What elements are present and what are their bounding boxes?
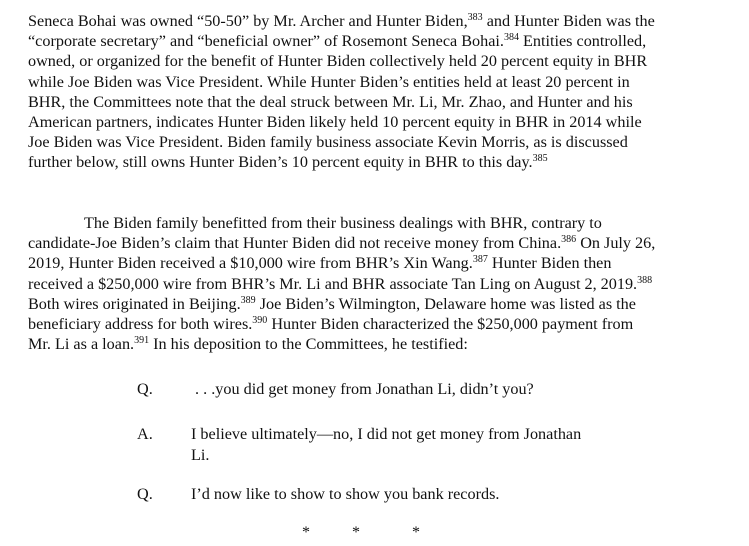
text-run: candidate-Joe Biden’s claim that Hunter Biden did not receive money from China. bbox=[28, 234, 562, 253]
footnote-ref-385[interactable]: 385 bbox=[532, 153, 548, 165]
text-run: “corporate secretary” and “beneficial owner” of Rosemont Seneca Bohai. bbox=[28, 32, 504, 51]
paragraph-line bbox=[28, 92, 744, 112]
footnote-ref-387[interactable]: 387 bbox=[472, 254, 488, 266]
paragraph-line bbox=[28, 334, 744, 354]
text-run: Seneca Bohai was owned “50-50” by Mr. Archer and Hunter Biden, bbox=[28, 12, 468, 30]
text-run: received a $250,000 wire from BHR’s Mr. Li and BHR associate Tan Ling on August 2, 2019. bbox=[28, 274, 638, 293]
paragraph-biden-wires bbox=[28, 213, 744, 354]
text-run: Both wires originated in Beijing. bbox=[28, 294, 241, 313]
paragraph-line bbox=[28, 51, 744, 71]
text-run: beneficiary address for both wires. bbox=[28, 315, 253, 334]
speaker-label: Q. bbox=[137, 380, 153, 398]
text-run: Hunter Biden characterized the $250,000 payment from bbox=[267, 315, 634, 334]
footnote-ref-383[interactable]: 383 bbox=[467, 12, 483, 23]
separator-asterisk: * bbox=[302, 524, 310, 541]
text-run: further below, still owns Hunter Biden’s 10 percent equity in BHR to this day. bbox=[28, 153, 533, 172]
text-run: and Hunter Biden was the bbox=[482, 12, 655, 30]
paragraph-line bbox=[28, 213, 744, 233]
testimony-line: . . .you did get money from Jonathan Li, didn’t you? bbox=[191, 380, 534, 398]
paragraph-line bbox=[28, 314, 744, 334]
separator-asterisk: * bbox=[352, 524, 360, 541]
testimony-line: I’d now like to show to show you bank records. bbox=[191, 485, 500, 503]
text-run: American partners, indicates Hunter Biden likely held 10 percent equity in BHR in 2014 while bbox=[28, 113, 642, 132]
text-run: Mr. Li as a loan. bbox=[28, 335, 135, 354]
text-run: while Joe Biden was Vice President. While Hunter Biden’s entities held at least 20 percent in bbox=[28, 72, 630, 91]
footnote-ref-391[interactable]: 391 bbox=[134, 335, 150, 347]
testimony-text bbox=[191, 484, 651, 505]
text-run: BHR, the Committees note that the deal struck between Mr. Li, Mr. Zhao, and Hunter and his bbox=[28, 92, 633, 111]
paragraph-line bbox=[28, 132, 744, 152]
footnote-ref-386[interactable]: 386 bbox=[561, 234, 577, 246]
paragraph-line bbox=[28, 294, 744, 314]
paragraph-line bbox=[28, 112, 744, 132]
footnote-ref-390[interactable]: 390 bbox=[252, 315, 268, 327]
speaker-label: Q. bbox=[137, 485, 153, 503]
text-run: Hunter Biden then bbox=[487, 254, 612, 273]
text-run: On July 26, bbox=[576, 234, 656, 253]
footnote-ref-389[interactable]: 389 bbox=[240, 294, 256, 306]
paragraph-line bbox=[28, 11, 744, 31]
speaker-label: A. bbox=[137, 425, 153, 443]
testimony-line: Li. bbox=[191, 446, 210, 464]
paragraph-bhr-equity bbox=[28, 11, 744, 173]
paragraph-line bbox=[28, 31, 744, 51]
testimony-line: I believe ultimately—no, I did not get money from Jonathan bbox=[191, 425, 582, 443]
paragraph-line bbox=[28, 72, 744, 92]
text-run: Entities controlled, bbox=[518, 32, 647, 51]
text-run: Joe Biden was Vice President. Biden family business associate Kevin Morris, as is discussed bbox=[28, 133, 628, 152]
text-run: The Biden family benefitted from their business dealings with BHR, contrary to bbox=[84, 214, 602, 232]
footnote-ref-388[interactable]: 388 bbox=[637, 274, 653, 286]
testimony-text bbox=[191, 424, 651, 466]
text-run: In his deposition to the Committees, he testified: bbox=[149, 335, 468, 354]
text-run: 2019, Hunter Biden received a $10,000 wire from BHR’s Xin Wang. bbox=[28, 254, 473, 273]
paragraph-line bbox=[28, 233, 744, 253]
footnote-ref-384[interactable]: 384 bbox=[503, 32, 519, 44]
separator-asterisk: * bbox=[412, 524, 420, 541]
testimony-text bbox=[191, 379, 651, 400]
text-run: Joe Biden’s Wilmington, Delaware home was listed as the bbox=[255, 294, 636, 313]
paragraph-line bbox=[28, 152, 744, 172]
paragraph-line bbox=[28, 274, 744, 294]
paragraph-line bbox=[28, 253, 744, 273]
text-run: owned, or organized for the benefit of Hunter Biden collectively held 20 percent equity in BHR bbox=[28, 52, 648, 71]
